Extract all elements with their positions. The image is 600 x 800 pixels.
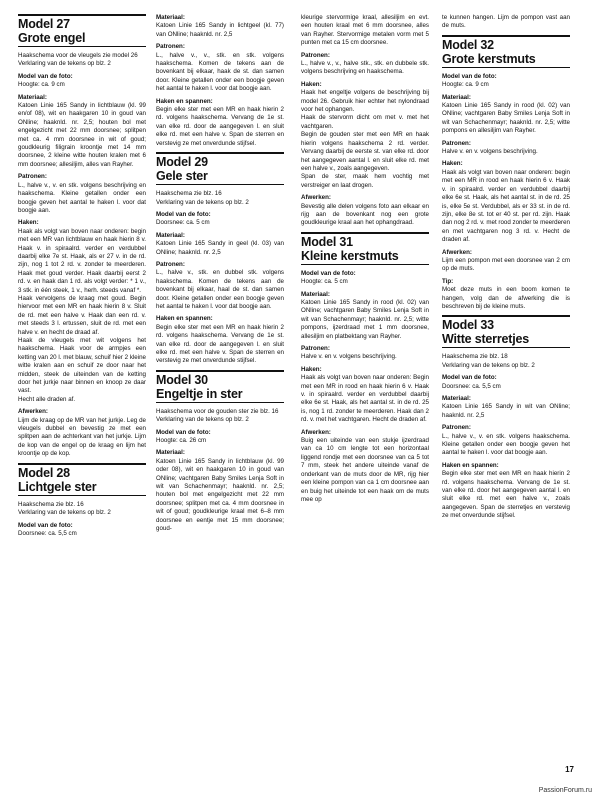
paragraph: Haakschema voor de vleugels zie model 26 Verklaring van de tekens op blz. 2 [18, 52, 138, 68]
section-heading: Haken: [18, 219, 39, 227]
model-number: Model 30 [156, 372, 208, 387]
model-title: Grote kerstmuts [442, 51, 536, 66]
paragraph: Doorsnee: ca. 5,5 cm [442, 382, 501, 390]
section-heading: Materiaal: [442, 395, 471, 402]
section-heading: Haken en spannen: [156, 315, 213, 323]
model-header [18, 14, 146, 47]
section-heading: Patronen: [156, 260, 185, 268]
paragraph: Haak het engeltje volgens de beschrijving bij model 26. Gebruik hier echter het nylondraad voor het ophangen. Haak de stervorm dicht om met v. met het vachtgaren. Begin de gouden ster met een MR en haak hierin volgens haakschema 2 rd. verder. Vervang daarbij de eerste st. van elke rd. door het aangegeven aantal l. en sluit elke rd. met een halve v., zoals aangegeven. Span de ster, maak hem vochtig met verstreiger en laat drogen. [301, 89, 429, 189]
section-heading: Patronen: [18, 173, 47, 181]
paragraph: L., halve v., v., halve stk., stk. en dubbele stk. volgens beschrijving en haakschema. [301, 60, 429, 76]
section-heading: Haken: [301, 80, 322, 88]
paragraph: Doorsnee: ca. 5,5 cm [18, 529, 77, 537]
paragraph: Begin elke ster met een MR en haak hierin 2 rd. volgens haakschema. Vervang de 1e st. van elke rd. door het aangegeven aantal l. en sluit elke rd. met een halve v., zoals aangegeven. Span de sterretjes en verstevig ze met onverdunde stijfsel. [442, 470, 570, 520]
model-number: Model 27 [18, 17, 70, 31]
section-heading: Afwerken: [18, 408, 48, 416]
paragraph: Katoen Linie 165 Sandy in rood (kl. 02) van ONline; vachtgaren Baby Smiles Lenja Soft in wit van Schachenmayr; haaknld. nr. 2,5; witte pompons en allesiljim van Rayher. [442, 102, 570, 135]
model-number: Model 32 [442, 37, 494, 52]
column-1 [18, 14, 146, 542]
paragraph: Katoen Linie 165 Sandy in rood (kl. 02) van ONline; vachtgaren Baby Smiles Lenja Soft in wit van Schachenmayr; haaknld. nr. 2,5; witte pompons, ijzerdraad met 1 mm doorsnee, allesiljim en platbektang van Rayher. [301, 298, 429, 340]
column-3 [301, 14, 429, 508]
section-heading: Model van de foto: [301, 269, 356, 277]
paragraph: Halve v. en v. volgens beschrijving. [442, 148, 538, 156]
section-heading: Tip: [442, 277, 454, 285]
paragraph: L., halve v., v., stk. en stk. volgens haakschema. Komen de tekens aan de bovenkant bij elkaar, haak de st. dan samen door. Kleine getallen onder een boogje geven het aantal te haken l. voor dat boogje aan. [156, 51, 284, 93]
model-header [301, 232, 429, 265]
section-heading: Model van de foto: [442, 374, 497, 382]
model-header [156, 152, 284, 185]
model-number: Model 31 [301, 234, 353, 249]
section-heading: Patronen: [442, 139, 471, 147]
paragraph: Doorsnee: ca. 5 cm [156, 219, 210, 227]
paragraph: Bevestig alle delen volgens foto aan elkaar en rijg aan de bovenkant nog een grote goudkleurige kraal aan het ophangdraad. [301, 202, 429, 227]
model-header [156, 370, 284, 403]
model-number: Model 29 [156, 155, 208, 170]
paragraph: L., halve v., stk. en dubbel stk. volgens haakschema. Komen de tekens aan de bovenkant bij elkaar, haal de st. dan samen door. Kleine getallen onder een boogje geven het aantal te haken l. voor dat boogje aan. [156, 269, 284, 310]
column-2 [156, 14, 284, 538]
section-heading: Haken: [301, 365, 322, 373]
section-heading: Materiaal: [156, 14, 185, 21]
page-number: 17 [565, 765, 574, 774]
section-heading: Patronen: [301, 51, 330, 59]
column-4 [442, 14, 570, 525]
paragraph: Haakschema zie blz. 16 Verklaring van de tekens op blz. 2 [156, 190, 249, 206]
watermark: PassionForum.ru [538, 787, 592, 794]
section-heading: Materiaal: [156, 449, 185, 457]
section-heading: Afwerken: [301, 428, 331, 436]
paragraph: Moet deze muts in een boom komen te hangen, volg dan de afwerking die is beschreven bij de kleine muts. [442, 286, 570, 310]
section-heading: Materiaal: [301, 290, 330, 298]
model-title: Gele ster [156, 169, 208, 184]
paragraph: Lijm een pompon met een doorsnee van 2 cm op de muts. [442, 256, 570, 273]
model-title: Engeltje in ster [156, 386, 243, 401]
paragraph: Hoogte: ca. 26 cm [156, 437, 207, 445]
section-heading: Afwerken: [442, 248, 472, 256]
paragraph: Haak als volgt van boven naar onderen: Begin met een MR in rood en haak hierin 6 v. Haak v. in spiraalrd. verder en verdubbel daarbij elke 6e st. Haak, als het aantal st. in de rd. 25 is, nog 1 rd. zonder te meerderen. Haak dan 2 rd. v. met het vachtgaren. Hecht de draden af. [301, 374, 429, 424]
model-title: Witte sterretjes [442, 332, 529, 347]
paragraph: Lijm de kraag op de MR van het jurkje. Leg de vleugels dubbel en bevestig ze met een splitpen aan de achterkant van het jurkje. Lijm de kop van de engel op de kraag en lijm het kroontje op de kop. [18, 416, 146, 458]
section-heading: Afwerken: [301, 194, 331, 202]
paragraph: Hoogte: ca. 9 cm [18, 81, 65, 89]
model-header [442, 35, 570, 68]
model-title: Lichtgele ster [18, 479, 97, 494]
paragraph: Katoen Linie 165 Sandy in lichtgeel (kl. 77) van ONline; haaknld. nr. 2,5 [156, 22, 284, 38]
section-heading: Patronen: [156, 43, 185, 51]
section-heading: Haken en spannen: [156, 97, 213, 105]
section-heading: Model van de foto: [442, 72, 497, 80]
paragraph: Katoen Linie 165 Sandy in wit van ONline; haaknld. nr. 2,5 [442, 403, 570, 419]
model-title: Grote engel [18, 31, 86, 45]
paragraph: Haakschema voor de gouden ster zie blz. 16 Verklaring van de tekens op blz. 2 [156, 407, 279, 424]
model-header [442, 315, 570, 348]
section-heading: Model van de foto: [156, 210, 211, 218]
paragraph: Hoogte: ca. 5 cm [301, 278, 348, 286]
paragraph: Begin elke ster met een MR en haak hierin 2 rd. volgens haakschema. Vervang de 1e st. van elke rd. door de aangegeven l. en sluit elke rd. met een halve v. Span de sterren en verstevig ze met onverdunde stijfsel. [156, 106, 284, 147]
section-heading: Patronen: [442, 424, 471, 432]
paragraph: Hoogte: ca. 9 cm [442, 81, 489, 89]
section-heading: Patronen: [301, 345, 330, 352]
model-number: Model 33 [442, 318, 494, 333]
model-title: Kleine kerstmuts [301, 248, 399, 263]
paragraph: Buig een uiteinde van een stukje ijzerdraad van ca 10 cm lengte tot een horizontaal liggend rondje met een doorsnee van ca 5 tot 7 mm, steek het andere uiteinde vanaf de onderkant van de muts door de MR, rijg hier een kleine pompon van ca 1 cm doorsnee aan en buig het uiteinde tot een haak om de muts mee op [301, 437, 429, 503]
paragraph: Haak als volgt van boven naar onderen: begin met een MR in rood en haak hierin 6 v. Haak v. in spiraalrd. verder en verdubbel daarbij elke 6e st. Haak, als het aantal st. in de rd. 25 is, elke 5e st. Verdubbel, als er 33 st. in de rd. zijn, elke 8e st. tot er 40 st. per rd. zijn. Haak dan nog 2 rd. v. met rood zonder te meerderen en met vachtgaren nog 3 rd. v. Hecht de draden af. [442, 168, 570, 244]
paragraph: kleurige stervormige kraal, allesiljim en evt. een houten kraal met 6 mm doorsnee, alles van Rayher. Stervormige metalen vorm met 5 punten met ca 15 cm doorsnee. [301, 14, 429, 47]
paragraph: Katoen Linie 165 Sandy in lichtblauw (kl. 99 oder 08), wit en haakgaren 10 in goud van ONline; vachtgaren Baby Smiles Lenja Soft in wit van Schachenmayr; haaknld. nr. 2,5; houten bol met engelgezicht met 22 mm doorsnee; splitpen met ca. 4 mm doorsnee in wit of goud; goudkleurige kraal met 6–8 mm doorsnee en eentje met 15 mm doorsnee; goud- [156, 457, 284, 533]
section-heading: Materiaal: [156, 231, 185, 239]
paragraph: Katoen Linie 165 Sandy in geel (kl. 03) van ONline; haaknld. nr. 2,5 [156, 240, 284, 256]
paragraph: L., halve v., v. en stk. volgens beschrijving en haakschema. Kleine getallen onder een boogje geven het aantal te haken l. voor dat boogje aan. [18, 181, 146, 214]
section-heading: Model van de foto: [18, 72, 73, 80]
model-header [18, 463, 146, 496]
paragraph: L., halve v., v. en stk. volgens haakschema. Kleine getallen onder een boogje geven het aantal te haken l. voor dat boogje aan. [442, 432, 570, 457]
section-heading: Model van de foto: [156, 428, 211, 436]
paragraph: Haakschema zie blz. 18 Verklaring van de tekens op blz. 2 [442, 353, 535, 369]
paragraph: Begin elke ster met een MR en haak hierin 2 rd. volgens haakschema. Vervang de 1e st. van elke rd. door de aangegeven l. en sluit elke rd. met een halve v. Span de sterren en verstevig ze met onverdunde stijfsel. [156, 323, 284, 365]
model-number: Model 28 [18, 465, 70, 480]
section-heading: Materiaal: [442, 93, 471, 101]
paragraph: Katoen Linie 165 Sandy in lichtblauw (kl. 99 en/of 08), wit en haakgaren 10 in goud van ONline; haaknld. nr. 2,5; houten bol met engelgezicht met 22 mm doorsnee; splitpen met ca. 4 mm doorsnee in wit of goud; goudkleurig filigrain kroontje met 14 mm doorsnee, 2 kleine witte houten kralen met 6 mm doorsnee; allesiljim, alles van Rayher. [18, 102, 146, 168]
paragraph: Halve v. en v. volgens beschrijving. [301, 353, 397, 361]
paragraph: Haakschema zie blz. 16 Verklaring van de tekens op blz. 2 [18, 500, 111, 517]
section-heading: Haken: [442, 160, 463, 168]
paragraph: Haak als volgt van boven naar onderen: begin met een MR van lichtblauw en haak hierin 8 v. Haak v. in spiraalrd. verder en verdubbel daarbij elke 7e st. Haak, als er 27 v. in de rd. zijn, nog 1 tot 2 rd. v. zonder te meerderen. Haak met goud verder. Haak daarbij eerst 2 rd. v. en haak dan 1 rd. als volgt verder: * 1 v., 3 stk. in één steek, 1 v., herh. steeds vanaf *. Haak vervolgens de kraag met goud. Begin hiervoor met een MR en haak hierin 8 v. Sluit de rd. met een halve v. Haak dan een rd. v. met steeds 3 l. ertussen, sluit de rd. met een halve v. en hecht de draad af. Haak de vleugels met wit volgens het haakschema. Haak voor de armpjes een ketting van 20 l. met blauw, schuif hier 2 kleine witte kralen aan en schuif ze door naar het midden, steek de uiteinden van de ketting door het jurkje naar binnen en knoop ze daar vast. Hecht alle draden af. [18, 227, 146, 403]
section-heading: Materiaal: [18, 93, 47, 101]
magazine-page [18, 14, 584, 774]
section-heading: Haken en spannen: [442, 461, 499, 469]
section-heading: Model van de foto: [18, 521, 73, 529]
paragraph: te kunnen hangen. Lijm de pompon vast aan de muts. [442, 14, 570, 30]
